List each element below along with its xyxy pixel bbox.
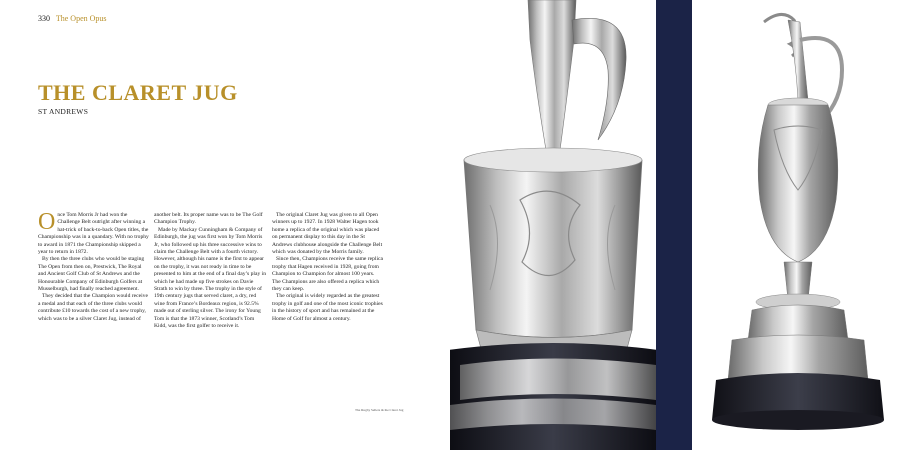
- claret-jug-full-photo: [692, 0, 900, 450]
- paragraph: They decided that the Champion would receive a medal and that each of the three clubs would contribute £10 towards the cost of a new trophy, which was to be a silver Claret Jug, instead of: [38, 293, 148, 322]
- paragraph: another belt. Its proper name was to be The Golf Champion Trophy.: [154, 212, 263, 226]
- book-title: The Open Opus: [55, 14, 107, 23]
- article-title: THE CLARET JUG: [38, 80, 238, 105]
- paragraph: By then the three clubs who would be staging The Open from then on, Prestwick, The Royal and Ancient Golf Club of St Andrews and the Honourable Company of Edinburgh Golfers at Musselburgh, had finally reached agreement.: [38, 256, 145, 293]
- text-column-1: [38, 209, 150, 323]
- right-page: [450, 0, 900, 450]
- text-column-3: [272, 212, 384, 323]
- navy-divider-band: [656, 0, 692, 450]
- photo-caption: The Rugby Sellers & the Claret Jug: [355, 408, 404, 412]
- running-head: [38, 14, 107, 23]
- paragraph: The original is widely regarded as the greatest trophy in golf and one of the most iconic trophies in the history of sport and has remained at the Home of Golf for almost a century.: [272, 293, 383, 322]
- drop-cap: O: [38, 209, 56, 235]
- paragraph: Made by Mackay Cunningham & Company of Edinburgh, the jug was first won by Tom Morris Jr, who followed up his three successive wins to claim the Challenge Belt with a fourth victory. However, although his name is the first to appear on the trophy, it was not ready in time to be presented to him at the end of a final day’s play in which he had made up five strokes on Davie Strath to win by three. The trophy in the style of 19th century jugs that served claret, a dry, red wine from France’s Bordeaux region, is 92.5% made out of sterling silver. The irony for Young Tom is that the 1873 winner, Scotland’s Tom Kidd, was the first golfer to receive it.: [154, 226, 266, 330]
- paragraph: [38, 209, 150, 256]
- paragraph: The original Claret Jug was given to all Open winners up to 1927. In 1928 Walter Hagen took home a replica of the original which was placed on permanent display to this day in the St Andrews clubhouse alongside the Challenge Belt which was donated by the Morris family.: [272, 212, 383, 256]
- text-column-2: [154, 212, 266, 331]
- paragraph: Since then, Champions receive the same replica trophy that Hagen received in 1928, going from Champion to Champion for almost 100 years. The Champions are also offered a replica which they can keep.: [272, 256, 384, 293]
- paragraph-text: nce Tom Morris Jr had won the Challenge Belt outright after winning a hat-trick of back-to-back Open titles, the Championship was in a quandary. With no trophy to award in 1871 the Championship skipped a year to return in 1872.: [38, 212, 149, 256]
- page-number: 330: [38, 14, 50, 23]
- article-subtitle: ST ANDREWS: [38, 107, 89, 116]
- claret-jug-closeup-photo: [450, 0, 656, 450]
